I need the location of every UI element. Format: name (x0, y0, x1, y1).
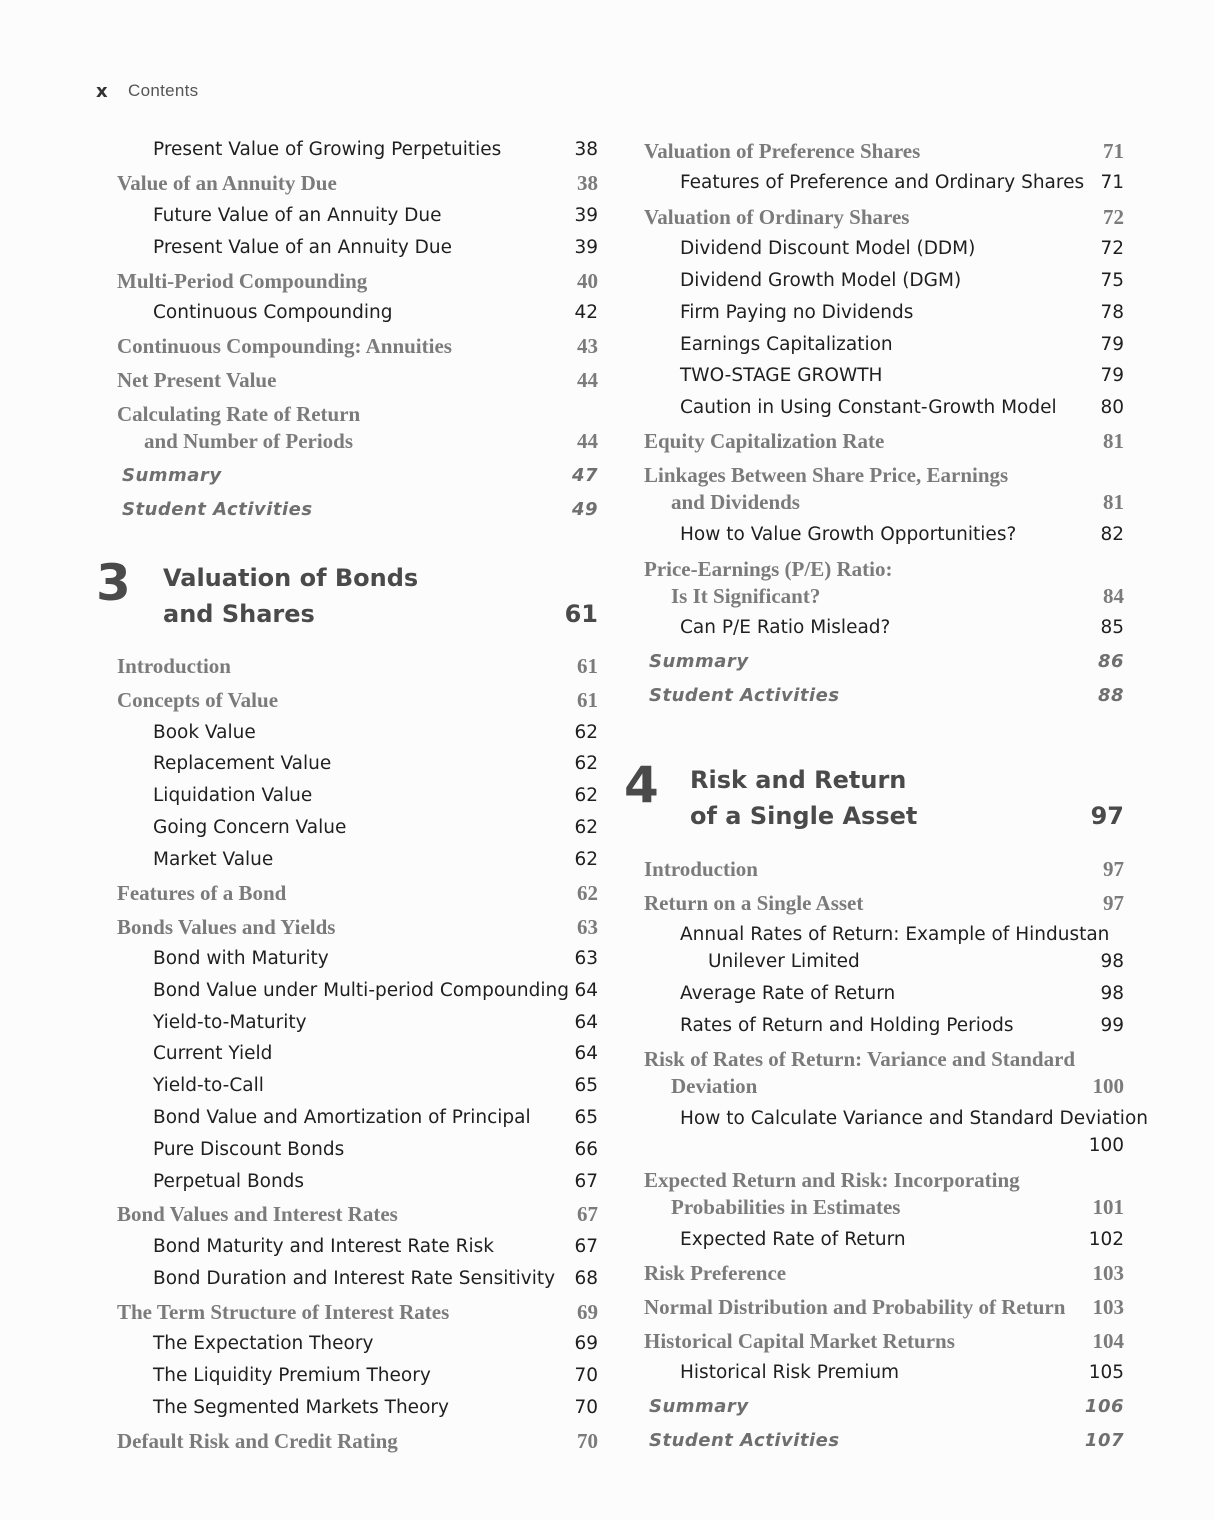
toc-entry-title: Pure Discount Bonds (153, 1139, 345, 1160)
toc-entry-page: 97 (1103, 857, 1124, 881)
toc-entry-page: 40 (577, 269, 598, 293)
toc-entry-page: 39 (574, 205, 598, 226)
toc-entry-page: 100 (1092, 1074, 1124, 1098)
toc-entry-title: Rates of Return and Holding Periods (680, 1015, 1014, 1036)
toc-entry-title: Value of an Annuity Due (117, 171, 337, 195)
toc-entry-page: 103 (1092, 1295, 1124, 1319)
toc-entry-title: Student Activities (649, 685, 840, 706)
toc-entry-page: 67 (574, 1171, 598, 1192)
toc-entry-title: The Term Structure of Interest Rates (117, 1300, 450, 1324)
toc-entry-page: 72 (1103, 205, 1124, 229)
toc-entry-title: Features of Preference and Ordinary Shares (680, 172, 1085, 193)
toc-entry-title: The Liquidity Premium Theory (153, 1365, 431, 1386)
toc-entry-page: 42 (574, 302, 598, 323)
toc-entry-title: Student Activities (649, 1430, 840, 1451)
toc-entry-page: 65 (574, 1075, 598, 1096)
toc-entry-title: Bond Duration and Interest Rate Sensitivity (153, 1268, 556, 1289)
toc-entry-page: 105 (1088, 1362, 1124, 1383)
toc-entry-page: 66 (574, 1139, 598, 1160)
toc-entry-title-line2: and Number of Periods (144, 429, 354, 453)
toc-entry-title: Liquidation Value (153, 785, 313, 806)
toc-entry-title: Future Value of an Annuity Due (153, 205, 442, 226)
toc-entry-title: Equity Capitalization Rate (644, 429, 885, 453)
toc-entry-page: 107 (1084, 1430, 1124, 1451)
toc-entry-title: Normal Distribution and Probability of Return (644, 1295, 1066, 1319)
toc-entry-title: Student Activities (122, 499, 313, 520)
toc-entry-title: Bond with Maturity (153, 948, 329, 969)
toc-entry-title-line2: Is It Significant? (671, 584, 821, 608)
toc-entry-title: Book Value (153, 722, 256, 743)
toc-entry-title: Historical Risk Premium (680, 1362, 900, 1383)
toc-entry-title: Return on a Single Asset (644, 891, 864, 915)
toc-entry-title: Historical Capital Market Returns (644, 1329, 955, 1353)
toc-entry-page: 62 (574, 849, 598, 870)
toc-entry-title: Continuous Compounding (153, 302, 393, 323)
toc-entry-title: Bond Value under Multi-period Compounding (153, 980, 569, 1001)
toc-entry-title: Expected Return and Risk: Incorporating (644, 1168, 1020, 1192)
chapter-title: Risk and Return (690, 766, 907, 794)
toc-entry-title: Firm Paying no Dividends (680, 302, 914, 323)
chapter-number: 4 (624, 756, 659, 814)
toc-entry-page: 62 (574, 817, 598, 838)
toc-entry-page: 86 (1097, 651, 1124, 672)
chapter-page-number: 97 (1090, 802, 1124, 830)
page-number: x (96, 80, 108, 102)
chapter-title-line2: and Shares (163, 600, 315, 628)
toc-entry-title: Annual Rates of Return: Example of Hindustan (680, 924, 1110, 945)
toc-entry-page: 67 (574, 1236, 598, 1257)
toc-entry-title: Continuous Compounding: Annuities (117, 334, 452, 358)
toc-entry-title: Price-Earnings (P/E) Ratio: (644, 557, 893, 581)
toc-entry-title: Current Yield (153, 1043, 273, 1064)
toc-entry-page: 61 (577, 654, 598, 678)
toc-entry-title: Average Rate of Return (680, 983, 896, 1004)
toc-entry-page: 70 (574, 1397, 598, 1418)
running-header (96, 78, 198, 104)
toc-entry-title: Perpetual Bonds (153, 1171, 305, 1192)
toc-entry-page: 61 (577, 688, 598, 712)
toc-entry-title: How to Value Growth Opportunities? (680, 524, 1017, 545)
toc-entry-page: 102 (1088, 1229, 1124, 1250)
chapter-title: Valuation of Bonds (163, 564, 419, 592)
toc-entry-title: Summary (649, 651, 749, 672)
toc-entry-page: 97 (1103, 891, 1124, 915)
toc-entry-title: Summary (122, 465, 222, 486)
toc-entry-title: The Segmented Markets Theory (153, 1397, 449, 1418)
toc-entry-page: 78 (1100, 302, 1124, 323)
toc-entry-title: The Expectation Theory (153, 1333, 374, 1354)
toc-entry-page: 70 (577, 1429, 598, 1453)
toc-entry-title-line2: and Dividends (671, 490, 800, 514)
toc-entry-page: 62 (574, 753, 598, 774)
toc-entry-title: Replacement Value (153, 753, 332, 774)
toc-entry-page: 63 (577, 915, 598, 939)
toc-entry-title: Bond Maturity and Interest Rate Risk (153, 1236, 494, 1257)
toc-entry-title: Summary (649, 1396, 749, 1417)
toc-entry-page: 71 (1100, 172, 1124, 193)
toc-entry-title: Features of a Bond (117, 881, 287, 905)
toc-entry-page: 101 (1092, 1195, 1124, 1219)
toc-entry-page: 103 (1092, 1261, 1124, 1285)
toc-entry-page: 106 (1084, 1396, 1124, 1417)
chapter-number: 3 (96, 554, 131, 612)
toc-entry-page: 62 (577, 881, 598, 905)
toc-entry-title: Yield-to-Maturity (153, 1012, 307, 1033)
toc-entry-title: Introduction (117, 654, 231, 678)
chapter-page-number: 61 (564, 600, 598, 628)
toc-entry-page: 70 (574, 1365, 598, 1386)
toc-entry-title: Risk of Rates of Return: Variance and Standard (644, 1047, 1076, 1071)
toc-entry-title: Bond Values and Interest Rates (117, 1202, 398, 1226)
toc-entry-title: Can P/E Ratio Mislead? (680, 617, 891, 638)
toc-entry-page: 44 (577, 368, 598, 392)
chapter-title-line2: of a Single Asset (690, 802, 918, 830)
toc-entry-title: Bonds Values and Yields (117, 915, 336, 939)
toc-entry-page: 72 (1100, 238, 1124, 259)
toc-entry-page: 98 (1100, 951, 1124, 972)
toc-entry-title: Dividend Discount Model (DDM) (680, 238, 976, 259)
toc-entry-title-line2: Deviation (671, 1074, 758, 1098)
toc-entry-page: 39 (574, 237, 598, 258)
toc-entry-title: How to Calculate Variance and Standard Deviation (680, 1108, 1148, 1129)
toc-entry-page: 68 (574, 1268, 598, 1289)
toc-entry-page: 100 (1088, 1135, 1124, 1156)
toc-entry-title: Present Value of an Annuity Due (153, 237, 453, 258)
toc-entry-title: Earnings Capitalization (680, 334, 893, 355)
toc-entry-page: 81 (1103, 490, 1124, 514)
toc-entry-title: Multi-Period Compounding (117, 269, 368, 293)
toc-entry-page: 85 (1100, 617, 1124, 638)
toc-entry-title: Calculating Rate of Return (117, 402, 361, 426)
toc-entry-page: 38 (577, 171, 598, 195)
toc-entry-title: Concepts of Value (117, 688, 279, 712)
toc-entry-title: Valuation of Preference Shares (644, 139, 921, 163)
toc-entry-page: 104 (1092, 1329, 1124, 1353)
toc-entry-title: Net Present Value (117, 368, 277, 392)
toc-entry-page: 44 (577, 429, 598, 453)
toc-entry-page: 67 (577, 1202, 598, 1226)
toc-entry-page: 62 (574, 722, 598, 743)
toc-entry-title: Introduction (644, 857, 758, 881)
toc-entry-page: 64 (574, 1043, 598, 1064)
toc-entry-page: 49 (571, 499, 598, 520)
toc-entry-page: 63 (574, 948, 598, 969)
toc-entry-page: 81 (1103, 429, 1124, 453)
toc-entry-page: 71 (1103, 139, 1124, 163)
running-title: Contents (128, 81, 199, 100)
toc-entry-page: 69 (574, 1333, 598, 1354)
toc-entry-title-line2: Unilever Limited (708, 951, 860, 972)
toc-entry-page: 80 (1100, 397, 1124, 418)
toc-entry-title: Dividend Growth Model (DGM) (680, 270, 962, 291)
toc-entry-page: 88 (1097, 685, 1124, 706)
toc-entry-title: Default Risk and Credit Rating (117, 1429, 398, 1453)
toc-entry-title: Caution in Using Constant-Growth Model (680, 397, 1057, 418)
toc-entry-title: Risk Preference (644, 1261, 787, 1285)
toc-entry-page: 38 (574, 139, 598, 160)
toc-entry-title: TWO-STAGE GROWTH (680, 365, 883, 386)
toc-entry-page: 99 (1100, 1015, 1124, 1036)
toc-entry-page: 69 (577, 1300, 598, 1324)
toc-entry-page: 65 (574, 1107, 598, 1128)
toc-entry-title: Present Value of Growing Perpetuities (153, 139, 502, 160)
toc-entry-title: Expected Rate of Return (680, 1229, 906, 1250)
toc-entry-title: Going Concern Value (153, 817, 347, 838)
toc-entry-page: 79 (1100, 365, 1124, 386)
toc-entry-page: 82 (1100, 524, 1124, 545)
toc-entry-page: 79 (1100, 334, 1124, 355)
toc-entry-title: Yield-to-Call (153, 1075, 264, 1096)
toc-entry-title: Linkages Between Share Price, Earnings (644, 463, 1009, 487)
toc-entry-title: Market Value (153, 849, 274, 870)
toc-entry-title-line2: Probabilities in Estimates (671, 1195, 901, 1219)
toc-entry-page: 84 (1103, 584, 1124, 608)
toc-entry-page: 75 (1100, 270, 1124, 291)
toc-entry-page: 47 (571, 465, 598, 486)
toc-entry-page: 43 (577, 334, 598, 358)
toc-entry-page: 62 (574, 785, 598, 806)
toc-entry-page: 64 (574, 1012, 598, 1033)
toc-entry-title: Valuation of Ordinary Shares (644, 205, 910, 229)
toc-entry-title: Bond Value and Amortization of Principal (153, 1107, 531, 1128)
toc-entry-page: 98 (1100, 983, 1124, 1004)
toc-entry-page: 64 (574, 980, 598, 1001)
